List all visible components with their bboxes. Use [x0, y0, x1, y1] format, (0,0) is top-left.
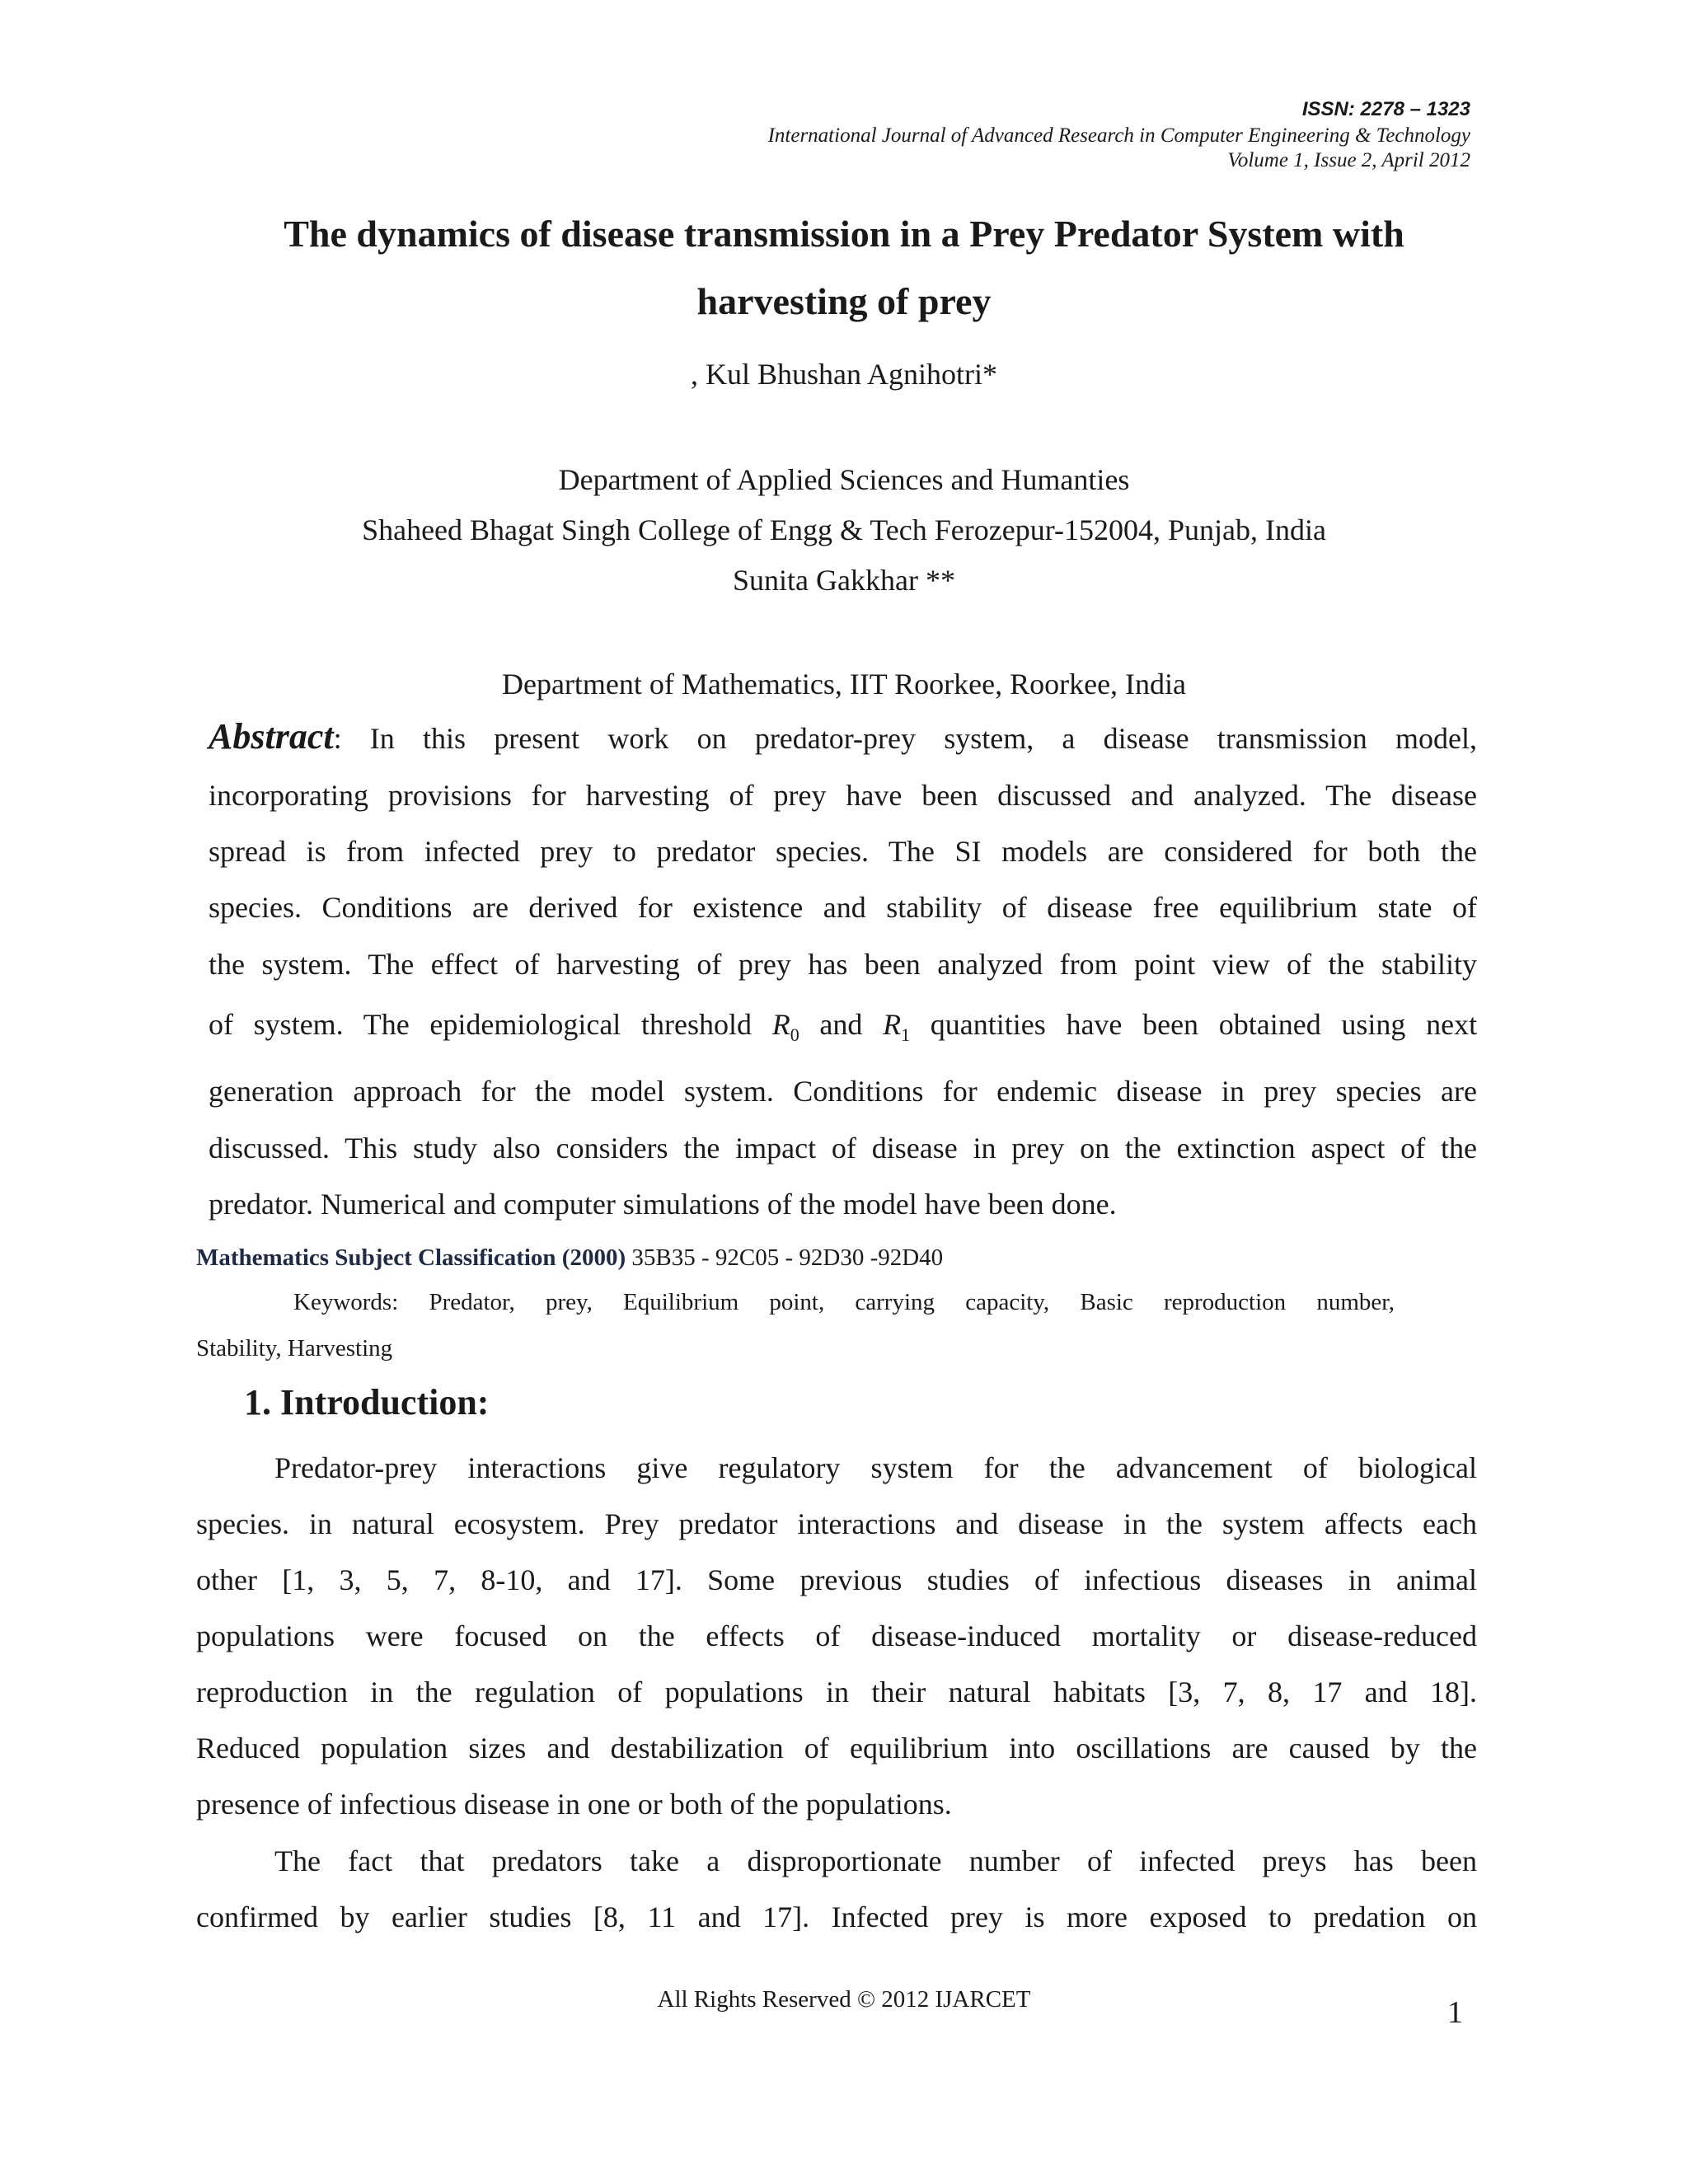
affiliation-1-college: Shaheed Bhagat Singh College of Engg & Tech Ferozepur-152004, Punjab, India: [362, 513, 1326, 546]
intro-line: Predator-prey interactions give regulatory system for the advancement of biological: [274, 1451, 1477, 1484]
journal-issn: ISSN: 2278 – 1323: [1301, 98, 1470, 120]
intro-line: Reduced population sizes and destabilization of equilibrium into oscillations are caused by the: [196, 1732, 1477, 1765]
intro-line: The fact that predators take a disproportionate number of infected preys has been: [274, 1844, 1477, 1877]
keywords-line-1: Keywords: Predator, prey, Equilibrium point, carrying capacity, Basic reproduction number,: [293, 1289, 1395, 1315]
author-1: , Kul Bhushan Agnihotri*: [690, 358, 997, 391]
journal-name: International Journal of Advanced Research in Computer Engineering & Technology: [767, 124, 1470, 147]
page-number: 1: [1447, 1995, 1463, 2030]
affiliation-1-department: Department of Applied Sciences and Humanties: [558, 463, 1130, 496]
abstract-line: Abstract: In this present work on predator-prey system, a disease transmission model,: [209, 716, 1477, 757]
abstract-line: discussed. This study also considers the impact of disease in prey on the extinction aspect of the: [209, 1132, 1477, 1165]
abstract-line: predator. Numerical and computer simulations of the model have been done.: [209, 1188, 1117, 1221]
footer-copyright: All Rights Reserved © 2012 IJARCET: [657, 1986, 1031, 2013]
paper-title-line-2: harvesting of prey: [696, 280, 992, 322]
section-heading: 1. Introduction:: [244, 1382, 490, 1422]
abstract-line: incorporating provisions for harvesting of prey have been discussed and analyzed. The disease: [209, 779, 1477, 812]
abstract-line: spread is from infected prey to predator species. The SI models are considered for both the: [209, 835, 1477, 868]
abstract-line: generation approach for the model system. Conditions for endemic disease in prey species are: [209, 1075, 1477, 1108]
intro-line: species. in natural ecosystem. Prey predator interactions and disease in the system affects each: [196, 1507, 1477, 1540]
abstract-line-with-symbols: of system. The epidemiological threshold $R_0$ and $R_1$ quantities have been obtained using next: [209, 1008, 1478, 1046]
intro-line: reproduction in the regulation of populations in their natural habitats [3, 7, 8, 17 and 18].: [196, 1675, 1477, 1708]
symbol-r0: $R_0$: [771, 1008, 799, 1046]
intro-line: confirmed by earlier studies [8, 11 and 17]. Infected prey is more exposed to predation on: [196, 1900, 1477, 1933]
abstract-line: the system. The effect of harvesting of prey has been analyzed from point view of the stability: [209, 948, 1477, 981]
classification-label: Mathematics Subject Classification (2000): [196, 1244, 626, 1271]
classification-codes: 35B35 - 92C05 - 92D30 -92D40: [631, 1244, 944, 1271]
keywords-line-2: Stability, Harvesting: [196, 1335, 393, 1361]
intro-line: other [1, 3, 5, 7, 8-10, and 17]. Some previous studies of infectious diseases in animal: [196, 1563, 1477, 1596]
intro-line: presence of infectious disease in one or both of the populations.: [196, 1788, 952, 1821]
intro-line: populations were focused on the effects of disease-induced mortality or disease-reduced: [196, 1619, 1477, 1652]
subject-classification: [196, 1244, 943, 1272]
symbol-r1: $R_1$: [883, 1008, 911, 1046]
affiliation-2-department: Department of Mathematics, IIT Roorkee, Roorkee, India: [501, 668, 1187, 701]
abstract-line: species. Conditions are derived for existence and stability of disease free equilibrium state of: [209, 891, 1477, 924]
author-2: Sunita Gakkhar **: [733, 564, 955, 597]
abstract-label: Abstract: [209, 716, 334, 757]
paper-title-line-1: The dynamics of disease transmission in a Prey Predator System with: [284, 213, 1404, 255]
journal-volume: Volume 1, Issue 2, April 2012: [1227, 149, 1470, 171]
